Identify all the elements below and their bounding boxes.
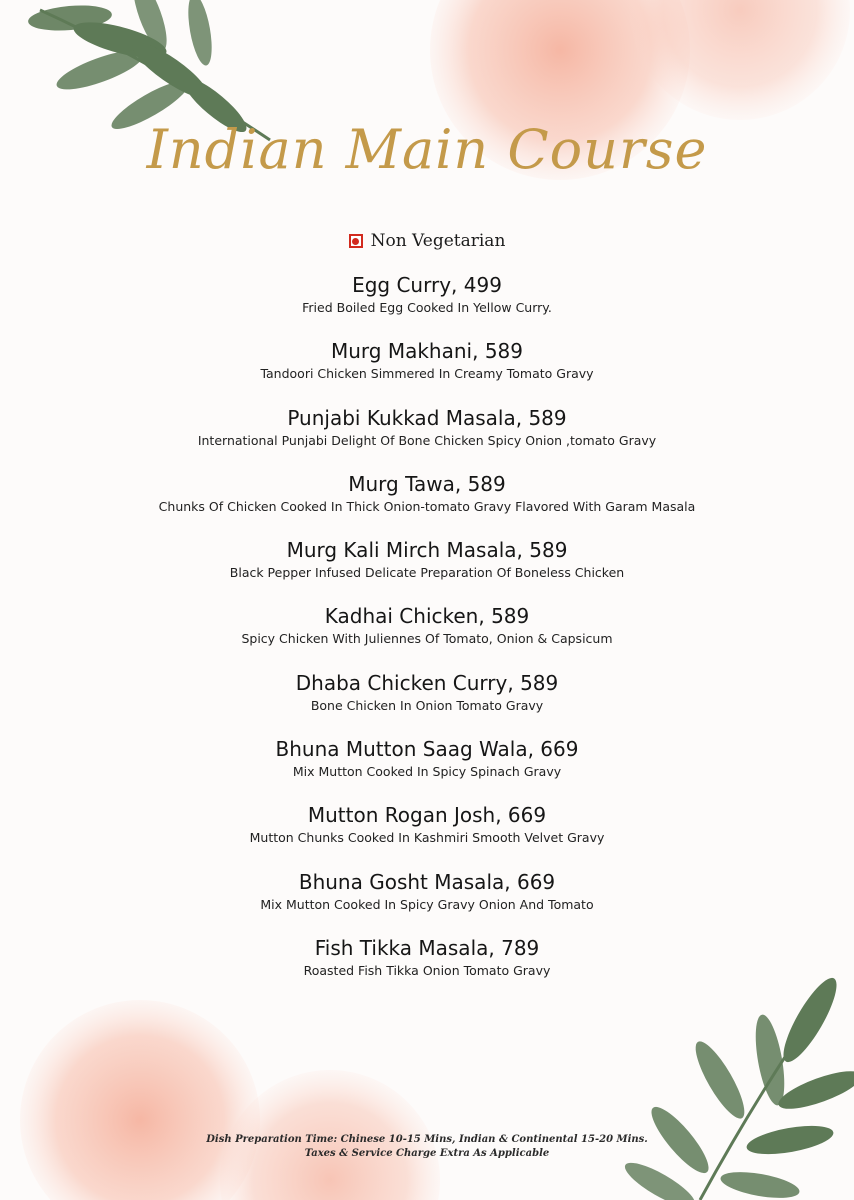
menu-title: Indian Main Course [146,118,708,181]
menu-item [0,801,854,867]
menu-item-description: Mix Mutton Cooked In Spicy Spinach Gravy [292,764,562,780]
watercolor-blush-bottom [20,1000,440,1200]
menu-item [0,934,854,1000]
menu-item-description: Mutton Chunks Cooked In Kashmiri Smooth Velvet Gravy [249,830,605,846]
menu-item-name: Bhuna Mutton Saag Wala, 669 [275,737,579,762]
menu-item [0,735,854,801]
menu-item [0,536,854,602]
menu-item [0,470,854,536]
menu-item-name: Fish Tikka Masala, 789 [314,935,540,960]
menu-item-name: Mutton Rogan Josh, 669 [307,803,547,828]
menu-item-name: Egg Curry, 499 [352,273,502,297]
menu-item-name: Murg Makhani, 589 [330,339,523,364]
menu-item-name: Bhuna Gosht Masala, 669 [298,869,556,894]
footer-taxes: Taxes & Service Charge Extra As Applicable [304,1148,550,1159]
footer-prep-time: Dish Preparation Time: Chinese 10-15 Mins, Indian & Continental 15-20 Mins. [206,1134,648,1145]
menu-item-description: Chunks Of Chicken Cooked In Thick Onion-tomato Gravy Flavored With Garam Masala [158,498,696,514]
menu-item [0,868,854,934]
menu-item-description: Bone Chicken In Onion Tomato Gravy [310,697,544,713]
menu-item-description: International Punjabi Delight Of Bone Chicken Spicy Onion ,tomato Gravy [197,432,657,448]
non-veg-legend [0,231,854,251]
menu-item [0,337,854,403]
menu-item-name: Murg Kali Mirch Masala, 589 [286,538,568,563]
non-veg-icon [349,234,363,248]
menu-item-name: Murg Tawa, 589 [348,471,506,496]
menu-item-description: Spicy Chicken With Juliennes Of Tomato, Onion & Capsicum [241,631,613,647]
menu-item-description: Fried Boiled Egg Cooked In Yellow Curry. [302,300,552,315]
menu-item-description: Tandoori Chicken Simmered In Creamy Tomato Gravy [260,366,594,382]
menu-item-description: Black Pepper Infused Delicate Preparation Of Boneless Chicken [229,565,625,581]
menu-item [0,669,854,735]
menu-item-name: Kadhai Chicken, 589 [324,604,530,629]
menu-item-name: Punjabi Kukkad Masala, 589 [287,405,567,430]
menu-item-description: Roasted Fish Tikka Onion Tomato Gravy [303,962,551,978]
footer-note [0,1133,854,1161]
menu-item-description: Mix Mutton Cooked In Spicy Gravy Onion And Tomato [260,896,594,912]
menu-item-list [0,271,854,1000]
legend-label: Non Vegetarian [370,231,506,251]
menu-item [0,404,854,470]
leaf-branch-bottom-right-icon [620,972,854,1200]
menu-item [0,602,854,668]
menu-item-name: Dhaba Chicken Curry, 589 [295,670,559,695]
menu-item [0,271,854,337]
